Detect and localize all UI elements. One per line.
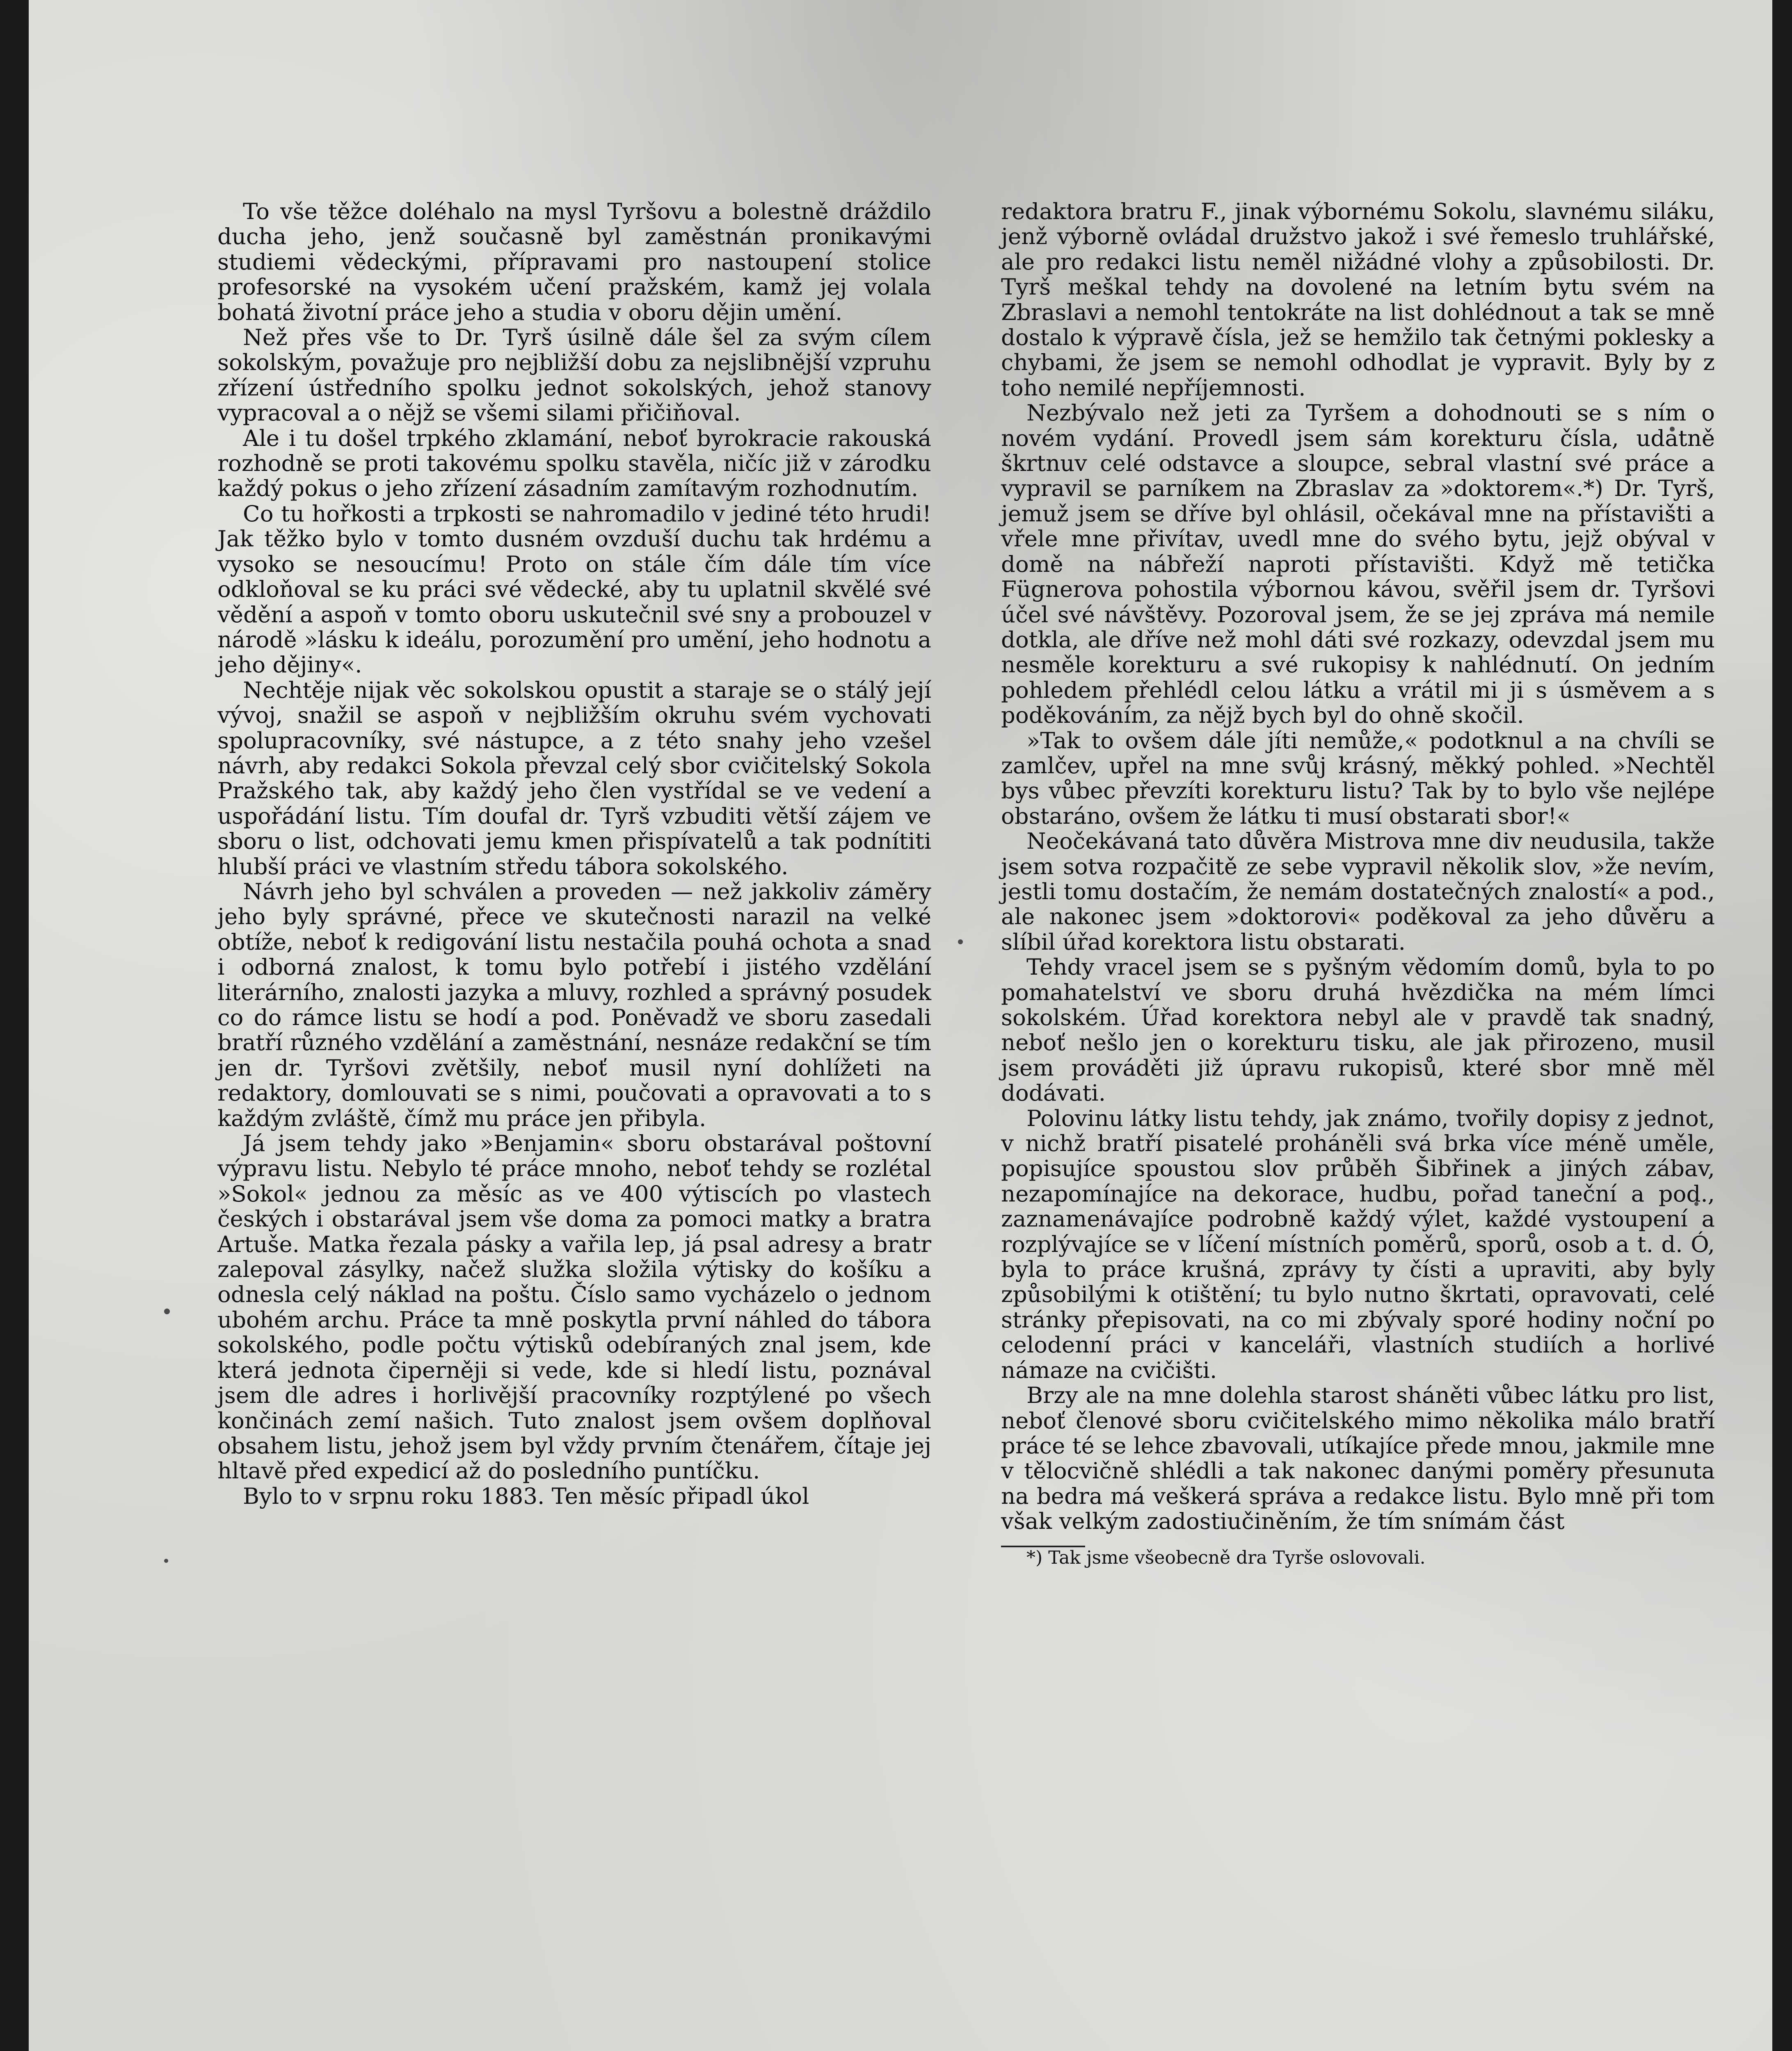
footnote: *) Tak jsme všeobecně dra Tyrše oslovovali. bbox=[1026, 1547, 1426, 1568]
paragraph: Než přes vše to Dr. Tyrš úsilně dále šel za svým cílem sokolským, považuje pro nejbližší dobu za nejslibnější vzpruhu zřízení ústředního spolku jednot sokolských, jehož stanovy vypracoval a o nějž se všemi silami přičiňoval. bbox=[217, 324, 931, 426]
paragraph: Neočekávaná tato důvěra Mistrova mne div neudusila, takže jsem sotva rozpačitě ze sebe vypravil několik slov, »že nevím, jestli tomu dostačím, že nemám dostatečných znalostí« a pod., ale nakonec jsem »doktorovi« poděkoval za jeho důvěru a slíbil úřad korektora listu obstarati. bbox=[1001, 828, 1715, 955]
paragraph: Tehdy vracel jsem se s pyšným vědomím domů, byla to po pomahatelství ve sboru druhá hvězdička na mém límci sokolském. Úřad korektora nebyl ale v pravdě tak snadný, neboť nešlo jen o korekturu tisku, ale jak přirozeno, musil jsem prováděti již úpravu rukopisů, které sbor mně měl dodávati. bbox=[1001, 954, 1715, 1106]
paragraph: Polovinu látky listu tehdy, jak známo, tvořily dopisy z jednot, v nichž bratří pisatelé proháněli svá brka více méně uměle, popisujíce spoustou slov průběh Šibřinek a jiných zábav, nezapomínajíce na dekorace, hudbu, pořad taneční a pod., zaznamenávajíce podrobně každý výlet, každé vystoupení a rozplývajíce se v líčení místních poměrů, sporů, osob a t. d. Ó, byla to práce krušná, zprávy ty čísti a upraviti, aby byly způsobilými k otištění; tu bylo nutno škrtati, opravovati, celé stránky přepisovati, na co mi zbývaly sporé hodiny noční po celodenní práci v kanceláři, vlastních studiích a horlivé námaze na cvičišti. bbox=[1001, 1105, 1715, 1383]
paragraph: Nezbývalo než jeti za Tyršem a dohodnouti se s ním o novém vydání. Provedl jsem sám korekturu čísla, udatně škrtnuv celé odstavce a sloupce, sebral vlastní své práce a vypravil se parníkem na Zbraslav za »doktorem«.*) Dr. Tyrš, jemuž jsem se dříve byl ohlásil, očekával mne na přístavišti a vřele mne přivítav, uvedl mne do svého bytu, jejž obýval v domě na nábřeží naproti přístavišti. Když mě tetička Fügnerova pohostila výbornou kávou, svěřil jsem dr. Tyršovi účel své návštěvy. Pozoroval jsem, že se jej zpráva má nemile dotkla, ale dříve než mohl dáti své rozkazy, odevzdal jsem mu nesměle korekturu a své rukopisy k nahlédnutí. On jedním pohledem přehlédl celou látku a vrátil mi ji s úsměvem a s poděkováním, za nějž bych byl do ohně skočil. bbox=[1001, 400, 1715, 729]
scan-speck bbox=[958, 939, 963, 944]
left-text-column bbox=[217, 199, 931, 1509]
paragraph: Bylo to v srpnu roku 1883. Ten měsíc připadl úkol bbox=[243, 1482, 809, 1509]
right-text-column bbox=[1001, 199, 1715, 1569]
paragraph: Já jsem tehdy jako »Benjamin« sboru obstarával poštovní výpravu listu. Nebylo té práce mnoho, neboť tehdy se rozlétal »Sokol« jednou za měsíc as ve 400 výtiscích po vlastech českých i obstarával jsem vše doma za pomoci matky a bratra Artuše. Matka řezala pásky a vařila lep, já psal adresy a bratr zalepoval zásylky, načež služka složila výtisky do košíku a odnesla celý náklad na poštu. Číslo samo vycházelo o jednom ubohém archu. Práce ta mně poskytla první náhled do tábora sokolského, podle počtu výtisků odebíraných znal jsem, kde která jednota čiperněji si vede, kde si hledí listu, poznával jsem dle adres i horlivější pracovníky rozptýlené po všech končinách zemí našich. Tuto znalost jsem ovšem doplňoval obsahem listu, jehož jsem byl vždy prvním čtenářem, čítaje jej hltavě před expedicí až do posledního puntíčku. bbox=[217, 1130, 931, 1484]
paragraph: Brzy ale na mne dolehla starost sháněti vůbec látku pro list, neboť členové sboru cvičitelského mimo několika málo bratří práce té se lehce zbavovali, utíkajíce přede mnou, jakmile mne v tělocvičně shlédli a tak nakonec danými poměry přesunuta na bedra má veškerá správa a redakce listu. Bylo mně při tom však velkým zadostiučiněním, že tím snímám část bbox=[1001, 1382, 1715, 1535]
scan-speck bbox=[164, 1559, 168, 1563]
paragraph: To vše těžce doléhalo na mysl Tyršovu a bolestně dráždilo ducha jeho, jenž současně byl zaměstnán pronikavými studiemi vědeckými, přípravami pro nastoupení stolice profesorské na vysokém učení pražském, kamž jej volala bohatá životní práce jeho a studia v oboru dějin umění. bbox=[217, 198, 931, 325]
paragraph: »Tak to ovšem dále jíti nemůže,« podotknul a na chvíli se zamlčev, upřel na mne svůj krásný, měkký pohled. »Nechtěl bys vůbec převzíti korekturu listu? Tak by to bylo vše nejlépe obstaráno, ovšem že látku ti musí obstarati sbor!« bbox=[1001, 727, 1715, 829]
scan-speck bbox=[164, 1309, 170, 1314]
paragraph: Nechtěje nijak věc sokolskou opustit a staraje se o stálý její vývoj, snažil se aspoň v nejbližším okruhu svém vychovati spolupracovníky, své nástupce, a z této snahy jeho vzešel návrh, aby redakci Sokola převzal celý sbor cvičitelský Sokola Pražského tak, aby každý jeho člen vystřídal se ve vedení a uspořádání listu. Tím doufal dr. Tyrš vzbuditi větší zájem ve sboru o list, odchovati jemu kmen přispívatelů a tak podnítiti hlubší práci ve vlastním středu tábora sokolského. bbox=[217, 676, 931, 879]
paragraph: Co tu hořkosti a trpkosti se nahromadilo v jediné této hrudi! Jak těžko bylo v tomto dusném ovzduší duchu tak hrdému a vysoko se nesoucímu! Proto on stále čím dále tím více odkloňoval se ku práci své vědecké, aby tu uplatnil skvělé své vědění a aspoň v tomto oboru uskutečnil své sny a probouzel v národě »lásku k ideálu, porozumění pro umění, jeho hodnotu a jeho dějiny«. bbox=[217, 500, 931, 678]
paragraph: Návrh jeho byl schválen a proveden — než jakkoliv záměry jeho byly správné, přece ve skutečnosti narazil na velké obtíže, neboť k redigování listu nestačila pouhá ochota a snad i odborná znalost, k tomu bylo potřebí i jistého vzdělání literárního, znalosti jazyka a mluvy, rozhled a správný posudek co do rámce listu se hodí a pod. Poněvadž ve sboru zasedali bratří různého vzdělání a zaměstnání, nesnáze redakční se tím jen dr. Tyršovi zvětšily, neboť musil nyní dohlížeti na redaktory, domlouvati se s nimi, poučovati a opravovati a to s každým zvláště, čímž mu práce jen přibyla. bbox=[217, 878, 931, 1131]
paragraph: Ale i tu došel trpkého zklamání, neboť byrokracie rakouská rozhodně se proti takovému spolku stavěla, ničíc již v zárodku každý pokus o jeho zřízení zásadním zamítavým rozhodnutím. bbox=[217, 425, 931, 502]
paragraph-continuation: redaktora bratru F., jinak výbornému Sokolu, slavnému siláku, jenž výborně ovládal družstvo jakož i své řemeslo truhlářské, ale pro redakci listu neměl nižádné vlohy a způsobilosti. Dr. Tyrš meškal tehdy na dovolené na letním bytu svém na Zbraslavi a nemohl tentokráte na list dohlédnout a tak se mně dostalo k výpravě čísla, jež se hemžilo tak četnými poklesky a chybami, že jsem se nemohl odhodlat je vypravit. Byly by z toho nemilé nepříjemnosti. bbox=[1001, 198, 1715, 401]
